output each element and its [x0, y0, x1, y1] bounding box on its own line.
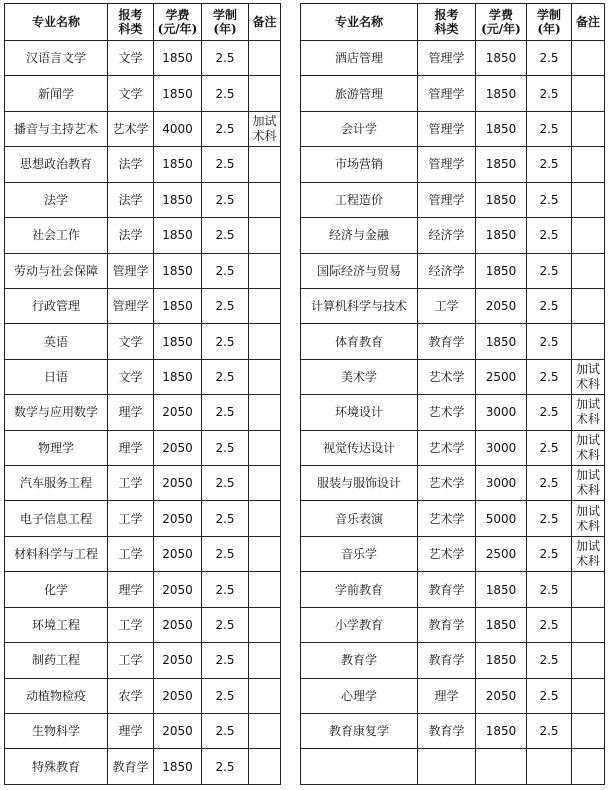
years-cell: 2.5	[527, 111, 572, 146]
table-row	[5, 41, 281, 76]
major-cell: 英语	[5, 324, 108, 359]
table-row	[5, 111, 281, 146]
years-cell: 2.5	[202, 536, 249, 571]
years-cell	[527, 749, 572, 785]
years-cell: 2.5	[527, 218, 572, 253]
major-cell: 计算机科学与技术	[301, 288, 418, 323]
note-cell	[572, 643, 605, 678]
table-row	[301, 288, 605, 323]
years-cell: 2.5	[527, 501, 572, 536]
note-cell	[249, 749, 281, 785]
fee-cell	[476, 749, 527, 785]
years-cell: 2.5	[202, 182, 249, 217]
note-cell	[572, 288, 605, 323]
major-header: 专业名称	[301, 4, 418, 41]
years-cell: 2.5	[202, 111, 249, 146]
table-row	[5, 714, 281, 749]
major-cell: 物理学	[5, 430, 108, 465]
years-cell: 2.5	[527, 466, 572, 501]
left-table-body	[5, 41, 281, 785]
category-cell: 艺术学	[418, 536, 476, 571]
category-cell: 管理学	[418, 182, 476, 217]
category-cell: 理学	[108, 395, 154, 430]
note-cell	[249, 218, 281, 253]
note-cell	[249, 607, 281, 642]
major-cell: 环境工程	[5, 607, 108, 642]
right-table	[300, 3, 605, 785]
fee-cell: 2500	[476, 536, 527, 571]
major-cell: 播音与主持艺术	[5, 111, 108, 146]
category-cell: 管理学	[418, 111, 476, 146]
major-cell: 会计学	[301, 111, 418, 146]
right-table-panel	[300, 3, 604, 785]
years-cell: 2.5	[202, 466, 249, 501]
category-cell: 工学	[108, 466, 154, 501]
note-cell	[249, 41, 281, 76]
major-cell: 化学	[5, 572, 108, 607]
major-cell: 心理学	[301, 678, 418, 713]
years-cell: 2.5	[527, 607, 572, 642]
note-cell	[572, 182, 605, 217]
major-cell: 旅游管理	[301, 76, 418, 111]
years-cell: 2.5	[527, 41, 572, 76]
category-cell: 工学	[108, 501, 154, 536]
years-cell: 2.5	[202, 288, 249, 323]
table-row	[5, 572, 281, 607]
category-cell: 教育学	[108, 749, 154, 785]
fee-cell: 1850	[476, 111, 527, 146]
category-cell: 经济学	[418, 253, 476, 288]
years-cell: 2.5	[202, 324, 249, 359]
left-header-row	[5, 4, 281, 41]
category-cell: 艺术学	[418, 359, 476, 394]
table-row	[301, 572, 605, 607]
note-cell: 加试术科	[572, 501, 605, 536]
note-cell: 加试术科	[572, 466, 605, 501]
fee-cell: 1850	[154, 324, 202, 359]
note-cell	[572, 749, 605, 785]
fee-cell: 1850	[476, 76, 527, 111]
table-row	[301, 607, 605, 642]
major-cell: 汉语言文学	[5, 41, 108, 76]
table-row	[301, 466, 605, 501]
fee-cell: 2050	[154, 466, 202, 501]
fee-header: 学费 (元/年)	[154, 4, 202, 41]
table-row	[301, 324, 605, 359]
table-row	[301, 359, 605, 394]
note-cell	[249, 182, 281, 217]
years-cell: 2.5	[202, 218, 249, 253]
table-row	[5, 76, 281, 111]
fee-cell: 2050	[154, 714, 202, 749]
note-cell	[572, 76, 605, 111]
note-cell	[249, 714, 281, 749]
fee-cell: 1850	[476, 147, 527, 182]
table-row	[301, 41, 605, 76]
fee-cell: 2050	[154, 501, 202, 536]
fee-cell: 2050	[154, 572, 202, 607]
major-cell: 环境设计	[301, 395, 418, 430]
category-cell: 文学	[108, 324, 154, 359]
major-cell: 材料科学与工程	[5, 536, 108, 571]
note-cell	[572, 41, 605, 76]
category-cell: 教育学	[418, 607, 476, 642]
major-cell: 日语	[5, 359, 108, 394]
major-cell	[301, 749, 418, 785]
years-cell: 2.5	[527, 395, 572, 430]
tuition-table-document	[4, 3, 604, 785]
years-cell: 2.5	[527, 253, 572, 288]
table-row	[5, 678, 281, 713]
years-cell: 2.5	[202, 395, 249, 430]
note-cell	[249, 395, 281, 430]
major-cell: 汽车服务工程	[5, 466, 108, 501]
category-cell: 文学	[108, 41, 154, 76]
category-cell: 理学	[108, 430, 154, 465]
category-cell	[418, 749, 476, 785]
table-row	[301, 253, 605, 288]
category-cell: 管理学	[108, 288, 154, 323]
table-row	[5, 253, 281, 288]
note-cell	[249, 643, 281, 678]
major-cell: 思想政治教育	[5, 147, 108, 182]
years-cell: 2.5	[202, 501, 249, 536]
major-cell: 美术学	[301, 359, 418, 394]
years-cell: 2.5	[202, 607, 249, 642]
table-row	[301, 714, 605, 749]
table-row	[301, 147, 605, 182]
note-cell	[249, 359, 281, 394]
left-table-panel	[4, 3, 280, 785]
table-row	[5, 218, 281, 253]
note-cell: 加试术科	[572, 430, 605, 465]
major-cell: 体育教育	[301, 324, 418, 359]
years-cell: 2.5	[527, 288, 572, 323]
major-cell: 制药工程	[5, 643, 108, 678]
note-cell	[249, 253, 281, 288]
major-cell: 数学与应用数学	[5, 395, 108, 430]
note-cell: 加试术科	[572, 536, 605, 571]
category-cell: 管理学	[108, 253, 154, 288]
note-header: 备注	[249, 4, 281, 41]
table-row	[5, 501, 281, 536]
major-cell: 市场营销	[301, 147, 418, 182]
major-header: 专业名称	[5, 4, 108, 41]
table-row	[301, 749, 605, 785]
table-row	[301, 395, 605, 430]
table-row	[5, 536, 281, 571]
years-cell: 2.5	[202, 714, 249, 749]
note-cell	[249, 572, 281, 607]
major-cell: 生物科学	[5, 714, 108, 749]
fee-cell: 1850	[476, 218, 527, 253]
years-cell: 2.5	[202, 643, 249, 678]
table-row	[5, 643, 281, 678]
table-row	[5, 749, 281, 785]
years-cell: 2.5	[527, 147, 572, 182]
note-cell	[249, 501, 281, 536]
note-cell	[249, 430, 281, 465]
table-row	[5, 607, 281, 642]
note-cell	[249, 147, 281, 182]
years-cell: 2.5	[202, 359, 249, 394]
major-cell: 酒店管理	[301, 41, 418, 76]
major-cell: 视觉传达设计	[301, 430, 418, 465]
major-cell: 服装与服饰设计	[301, 466, 418, 501]
fee-cell: 2050	[154, 395, 202, 430]
category-cell: 教育学	[418, 714, 476, 749]
years-cell: 2.5	[527, 572, 572, 607]
fee-cell: 1850	[154, 359, 202, 394]
table-row	[301, 111, 605, 146]
years-cell: 2.5	[202, 76, 249, 111]
table-row	[5, 466, 281, 501]
years-cell: 2.5	[527, 182, 572, 217]
table-row	[301, 182, 605, 217]
category-header: 报考 科类	[108, 4, 154, 41]
note-cell	[249, 324, 281, 359]
note-cell: 加试术科	[249, 111, 281, 146]
fee-cell: 1850	[154, 41, 202, 76]
fee-cell: 2050	[154, 643, 202, 678]
years-cell: 2.5	[202, 572, 249, 607]
table-row	[5, 395, 281, 430]
category-cell: 工学	[108, 643, 154, 678]
major-cell: 小学教育	[301, 607, 418, 642]
years-cell: 2.5	[202, 253, 249, 288]
table-row	[301, 678, 605, 713]
category-cell: 艺术学	[418, 501, 476, 536]
note-cell	[249, 678, 281, 713]
major-cell: 音乐学	[301, 536, 418, 571]
note-cell: 加试术科	[572, 359, 605, 394]
major-cell: 新闻学	[5, 76, 108, 111]
category-cell: 工学	[108, 536, 154, 571]
major-cell: 劳动与社会保障	[5, 253, 108, 288]
fee-cell: 1850	[154, 288, 202, 323]
table-row	[5, 288, 281, 323]
category-cell: 文学	[108, 76, 154, 111]
fee-cell: 1850	[154, 76, 202, 111]
table-row	[301, 218, 605, 253]
fee-header: 学费 (元/年)	[476, 4, 527, 41]
fee-cell: 1850	[154, 253, 202, 288]
fee-cell: 3000	[476, 395, 527, 430]
major-cell: 特殊教育	[5, 749, 108, 785]
note-cell	[572, 714, 605, 749]
fee-cell: 1850	[476, 41, 527, 76]
years-header: 学制 (年)	[527, 4, 572, 41]
table-row	[301, 430, 605, 465]
years-cell: 2.5	[527, 324, 572, 359]
years-cell: 2.5	[202, 430, 249, 465]
category-cell: 艺术学	[108, 111, 154, 146]
category-cell: 理学	[108, 572, 154, 607]
table-row	[5, 430, 281, 465]
category-cell: 教育学	[418, 324, 476, 359]
years-cell: 2.5	[527, 536, 572, 571]
fee-cell: 1850	[154, 182, 202, 217]
major-cell: 工程造价	[301, 182, 418, 217]
note-header: 备注	[572, 4, 605, 41]
table-row	[301, 501, 605, 536]
years-cell: 2.5	[527, 430, 572, 465]
major-cell: 教育学	[301, 643, 418, 678]
major-cell: 经济与金融	[301, 218, 418, 253]
major-cell: 社会工作	[5, 218, 108, 253]
fee-cell: 2050	[154, 607, 202, 642]
fee-cell: 1850	[154, 218, 202, 253]
major-cell: 教育康复学	[301, 714, 418, 749]
fee-cell: 1850	[476, 182, 527, 217]
table-row	[5, 324, 281, 359]
major-cell: 法学	[5, 182, 108, 217]
category-cell: 文学	[108, 359, 154, 394]
category-cell: 理学	[418, 678, 476, 713]
table-row	[5, 147, 281, 182]
note-cell	[572, 678, 605, 713]
note-cell	[572, 111, 605, 146]
fee-cell: 1850	[476, 253, 527, 288]
major-cell: 电子信息工程	[5, 501, 108, 536]
category-cell: 管理学	[418, 147, 476, 182]
table-row	[5, 182, 281, 217]
years-cell: 2.5	[527, 643, 572, 678]
fee-cell: 1850	[476, 714, 527, 749]
category-cell: 工学	[108, 607, 154, 642]
fee-cell: 1850	[476, 643, 527, 678]
years-cell: 2.5	[527, 359, 572, 394]
category-cell: 农学	[108, 678, 154, 713]
fee-cell: 2050	[476, 288, 527, 323]
fee-cell: 3000	[476, 430, 527, 465]
table-row	[5, 359, 281, 394]
category-cell: 艺术学	[418, 466, 476, 501]
note-cell	[249, 536, 281, 571]
note-cell	[572, 253, 605, 288]
fee-cell: 2500	[476, 359, 527, 394]
left-table	[4, 3, 281, 785]
right-table-body	[301, 41, 605, 785]
table-row	[301, 76, 605, 111]
fee-cell: 5000	[476, 501, 527, 536]
category-cell: 教育学	[418, 572, 476, 607]
fee-cell: 2050	[476, 678, 527, 713]
fee-cell: 2050	[154, 536, 202, 571]
category-cell: 法学	[108, 182, 154, 217]
years-cell: 2.5	[202, 678, 249, 713]
category-cell: 法学	[108, 147, 154, 182]
category-cell: 管理学	[418, 76, 476, 111]
category-cell: 经济学	[418, 218, 476, 253]
right-header-row	[301, 4, 605, 41]
fee-cell: 1850	[476, 572, 527, 607]
years-cell: 2.5	[202, 147, 249, 182]
fee-cell: 1850	[476, 607, 527, 642]
fee-cell: 1850	[154, 147, 202, 182]
major-cell: 学前教育	[301, 572, 418, 607]
category-cell: 艺术学	[418, 395, 476, 430]
years-cell: 2.5	[527, 76, 572, 111]
years-cell: 2.5	[527, 714, 572, 749]
note-cell	[572, 324, 605, 359]
fee-cell: 4000	[154, 111, 202, 146]
category-header: 报考 科类	[418, 4, 476, 41]
category-cell: 法学	[108, 218, 154, 253]
major-cell: 动植物检疫	[5, 678, 108, 713]
years-header: 学制 (年)	[202, 4, 249, 41]
note-cell	[249, 288, 281, 323]
note-cell: 加试术科	[572, 395, 605, 430]
major-cell: 音乐表演	[301, 501, 418, 536]
category-cell: 教育学	[418, 643, 476, 678]
note-cell	[572, 147, 605, 182]
fee-cell: 2050	[154, 430, 202, 465]
fee-cell: 1850	[476, 324, 527, 359]
category-cell: 管理学	[418, 41, 476, 76]
note-cell	[249, 466, 281, 501]
note-cell	[249, 76, 281, 111]
table-row	[301, 536, 605, 571]
years-cell: 2.5	[202, 749, 249, 785]
major-cell: 国际经济与贸易	[301, 253, 418, 288]
category-cell: 艺术学	[418, 430, 476, 465]
note-cell	[572, 572, 605, 607]
fee-cell: 3000	[476, 466, 527, 501]
years-cell: 2.5	[527, 678, 572, 713]
note-cell	[572, 607, 605, 642]
years-cell: 2.5	[202, 41, 249, 76]
major-cell: 行政管理	[5, 288, 108, 323]
table-row	[301, 643, 605, 678]
note-cell	[572, 218, 605, 253]
category-cell: 工学	[418, 288, 476, 323]
fee-cell: 2050	[154, 678, 202, 713]
fee-cell: 1850	[154, 749, 202, 785]
category-cell: 理学	[108, 714, 154, 749]
